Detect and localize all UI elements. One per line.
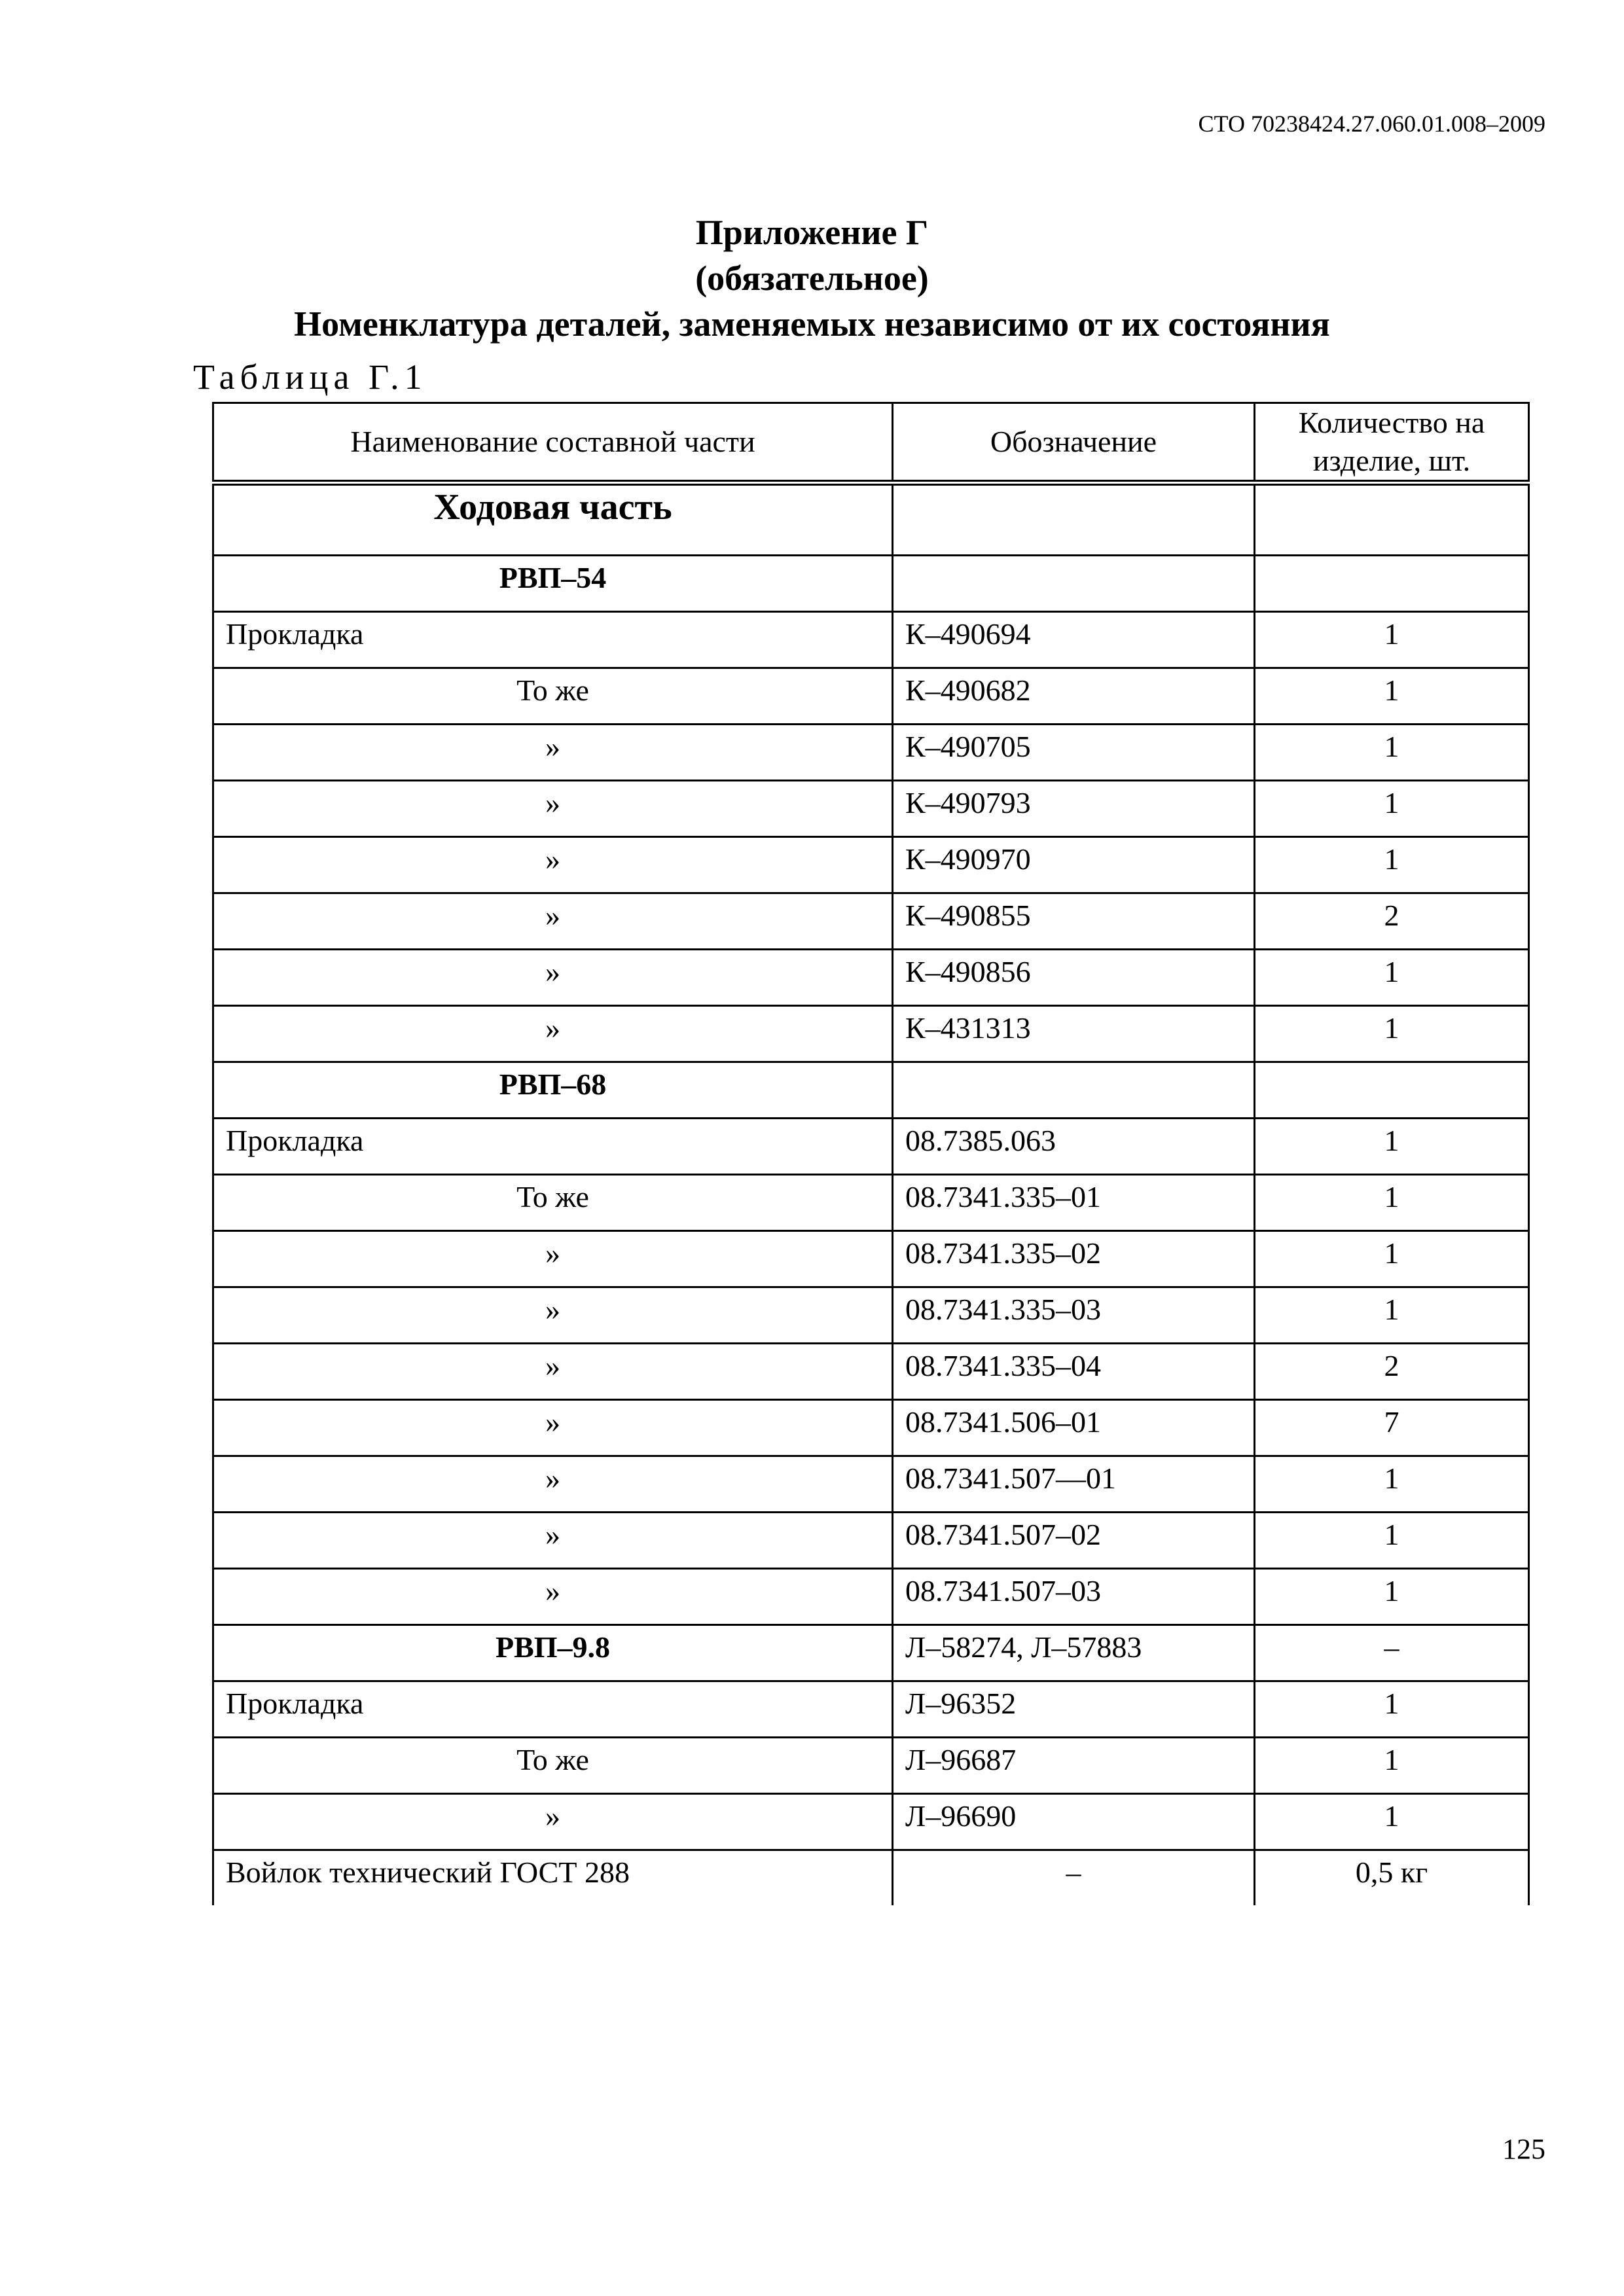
cell-quantity: 1 bbox=[1255, 725, 1529, 781]
table-row bbox=[213, 1344, 1529, 1400]
cell-part-name: Прокладка bbox=[213, 1119, 893, 1175]
appendix-title: Приложение Г bbox=[695, 213, 929, 252]
page-number: 125 bbox=[1502, 2133, 1545, 2165]
cell-quantity: 1 bbox=[1255, 781, 1529, 837]
subsection-heading: РВП–9.8 bbox=[213, 1625, 893, 1681]
cell-quantity: 1 bbox=[1255, 1513, 1529, 1569]
cell-designation: Л–96687 bbox=[893, 1738, 1255, 1794]
cell-part-name: » bbox=[213, 1231, 893, 1287]
cell-part-name: » bbox=[213, 837, 893, 893]
cell-quantity: 1 bbox=[1255, 1231, 1529, 1287]
table-row bbox=[213, 1119, 1529, 1175]
cell-designation: К–490694 bbox=[893, 612, 1255, 668]
cell-designation: К–431313 bbox=[893, 1006, 1255, 1062]
cell-part-name: » bbox=[213, 1794, 893, 1850]
cell-part-name: » bbox=[213, 725, 893, 781]
cell-designation bbox=[893, 1062, 1255, 1119]
parts-table bbox=[212, 402, 1530, 1905]
cell-quantity: 7 bbox=[1255, 1400, 1529, 1456]
cell-designation: 08.7385.063 bbox=[893, 1119, 1255, 1175]
cell-designation: 08.7341.335–03 bbox=[893, 1287, 1255, 1344]
cell-designation bbox=[893, 556, 1255, 612]
subsection-heading: РВП–68 bbox=[213, 1062, 893, 1119]
table-row bbox=[213, 612, 1529, 668]
cell-quantity: 1 bbox=[1255, 1569, 1529, 1625]
section-heading: Ходовая часть bbox=[213, 483, 893, 556]
cell-quantity: 1 bbox=[1255, 837, 1529, 893]
cell-quantity: 1 bbox=[1255, 1456, 1529, 1513]
cell-quantity bbox=[1255, 556, 1529, 612]
cell-quantity bbox=[1255, 483, 1529, 556]
table-row bbox=[213, 1625, 1529, 1681]
cell-designation: – bbox=[893, 1850, 1255, 1906]
cell-quantity: 1 bbox=[1255, 1287, 1529, 1344]
cell-quantity: 1 bbox=[1255, 1738, 1529, 1794]
cell-part-name: Прокладка bbox=[213, 1681, 893, 1738]
cell-part-name: » bbox=[213, 1569, 893, 1625]
cell-part-name: » bbox=[213, 1344, 893, 1400]
cell-part-name: То же bbox=[213, 1738, 893, 1794]
cell-designation: 08.7341.506–01 bbox=[893, 1400, 1255, 1456]
column-header-quantity: Количество на изделие, шт. bbox=[1255, 403, 1529, 483]
cell-part-name: То же bbox=[213, 1175, 893, 1231]
appendix-subject: Номенклатура деталей, заменяемых независимо от их состояния bbox=[294, 304, 1330, 344]
cell-designation: К–490855 bbox=[893, 893, 1255, 950]
cell-quantity: 2 bbox=[1255, 1344, 1529, 1400]
table-row bbox=[213, 668, 1529, 725]
cell-designation: Л–96352 bbox=[893, 1681, 1255, 1738]
cell-designation: 08.7341.507–03 bbox=[893, 1569, 1255, 1625]
cell-quantity: 1 bbox=[1255, 1119, 1529, 1175]
cell-designation: К–490856 bbox=[893, 950, 1255, 1006]
cell-part-name: » bbox=[213, 893, 893, 950]
table-row bbox=[213, 1738, 1529, 1794]
cell-designation: Л–96690 bbox=[893, 1794, 1255, 1850]
table-row bbox=[213, 483, 1529, 556]
cell-designation: 08.7341.335–04 bbox=[893, 1344, 1255, 1400]
cell-part-name: » bbox=[213, 950, 893, 1006]
cell-quantity bbox=[1255, 1062, 1529, 1119]
table-row bbox=[213, 781, 1529, 837]
table-body bbox=[213, 483, 1529, 1906]
cell-part-name: » bbox=[213, 1456, 893, 1513]
cell-designation: К–490705 bbox=[893, 725, 1255, 781]
table-row bbox=[213, 1794, 1529, 1850]
cell-quantity: 1 bbox=[1255, 612, 1529, 668]
cell-designation: 08.7341.507–02 bbox=[893, 1513, 1255, 1569]
table-row bbox=[213, 1569, 1529, 1625]
cell-quantity: 1 bbox=[1255, 668, 1529, 725]
subsection-heading: РВП–54 bbox=[213, 556, 893, 612]
table-row bbox=[213, 556, 1529, 612]
cell-part-name: » bbox=[213, 1287, 893, 1344]
cell-quantity: 1 bbox=[1255, 1006, 1529, 1062]
table-row bbox=[213, 725, 1529, 781]
cell-designation: К–490970 bbox=[893, 837, 1255, 893]
cell-part-name: Прокладка bbox=[213, 612, 893, 668]
table-row bbox=[213, 893, 1529, 950]
table-row bbox=[213, 1513, 1529, 1569]
cell-quantity: – bbox=[1255, 1625, 1529, 1681]
appendix-status: (обязательное) bbox=[695, 259, 929, 298]
table-caption: Таблица Г.1 bbox=[193, 357, 427, 397]
cell-part-name: » bbox=[213, 1006, 893, 1062]
document-code: СТО 70238424.27.060.01.008–2009 bbox=[1198, 111, 1545, 137]
table-header-row bbox=[213, 403, 1529, 483]
cell-designation: К–490682 bbox=[893, 668, 1255, 725]
cell-designation bbox=[893, 483, 1255, 556]
cell-part-name: » bbox=[213, 781, 893, 837]
cell-designation: Л–58274, Л–57883 bbox=[893, 1625, 1255, 1681]
cell-designation: К–490793 bbox=[893, 781, 1255, 837]
table-row bbox=[213, 837, 1529, 893]
cell-part-name: То же bbox=[213, 668, 893, 725]
column-header-code: Обозначение bbox=[893, 403, 1255, 483]
table-row bbox=[213, 1175, 1529, 1231]
cell-part-name: » bbox=[213, 1513, 893, 1569]
cell-quantity: 1 bbox=[1255, 1175, 1529, 1231]
cell-quantity: 0,5 кг bbox=[1255, 1850, 1529, 1906]
cell-designation: 08.7341.335–01 bbox=[893, 1175, 1255, 1231]
table-row bbox=[213, 1287, 1529, 1344]
table-row bbox=[213, 1456, 1529, 1513]
cell-quantity: 1 bbox=[1255, 950, 1529, 1006]
table-row bbox=[213, 1400, 1529, 1456]
cell-quantity: 1 bbox=[1255, 1794, 1529, 1850]
cell-quantity: 1 bbox=[1255, 1681, 1529, 1738]
table-row bbox=[213, 950, 1529, 1006]
table-row bbox=[213, 1681, 1529, 1738]
cell-designation: 08.7341.507—01 bbox=[893, 1456, 1255, 1513]
cell-part-name: Войлок технический ГОСТ 288 bbox=[213, 1850, 893, 1906]
column-header-name: Наименование составной части bbox=[213, 403, 893, 483]
table-row bbox=[213, 1062, 1529, 1119]
cell-part-name: » bbox=[213, 1400, 893, 1456]
cell-designation: 08.7341.335–02 bbox=[893, 1231, 1255, 1287]
table-row bbox=[213, 1006, 1529, 1062]
appendix-headings bbox=[0, 209, 1624, 347]
table-row bbox=[213, 1850, 1529, 1906]
table-row bbox=[213, 1231, 1529, 1287]
cell-quantity: 2 bbox=[1255, 893, 1529, 950]
